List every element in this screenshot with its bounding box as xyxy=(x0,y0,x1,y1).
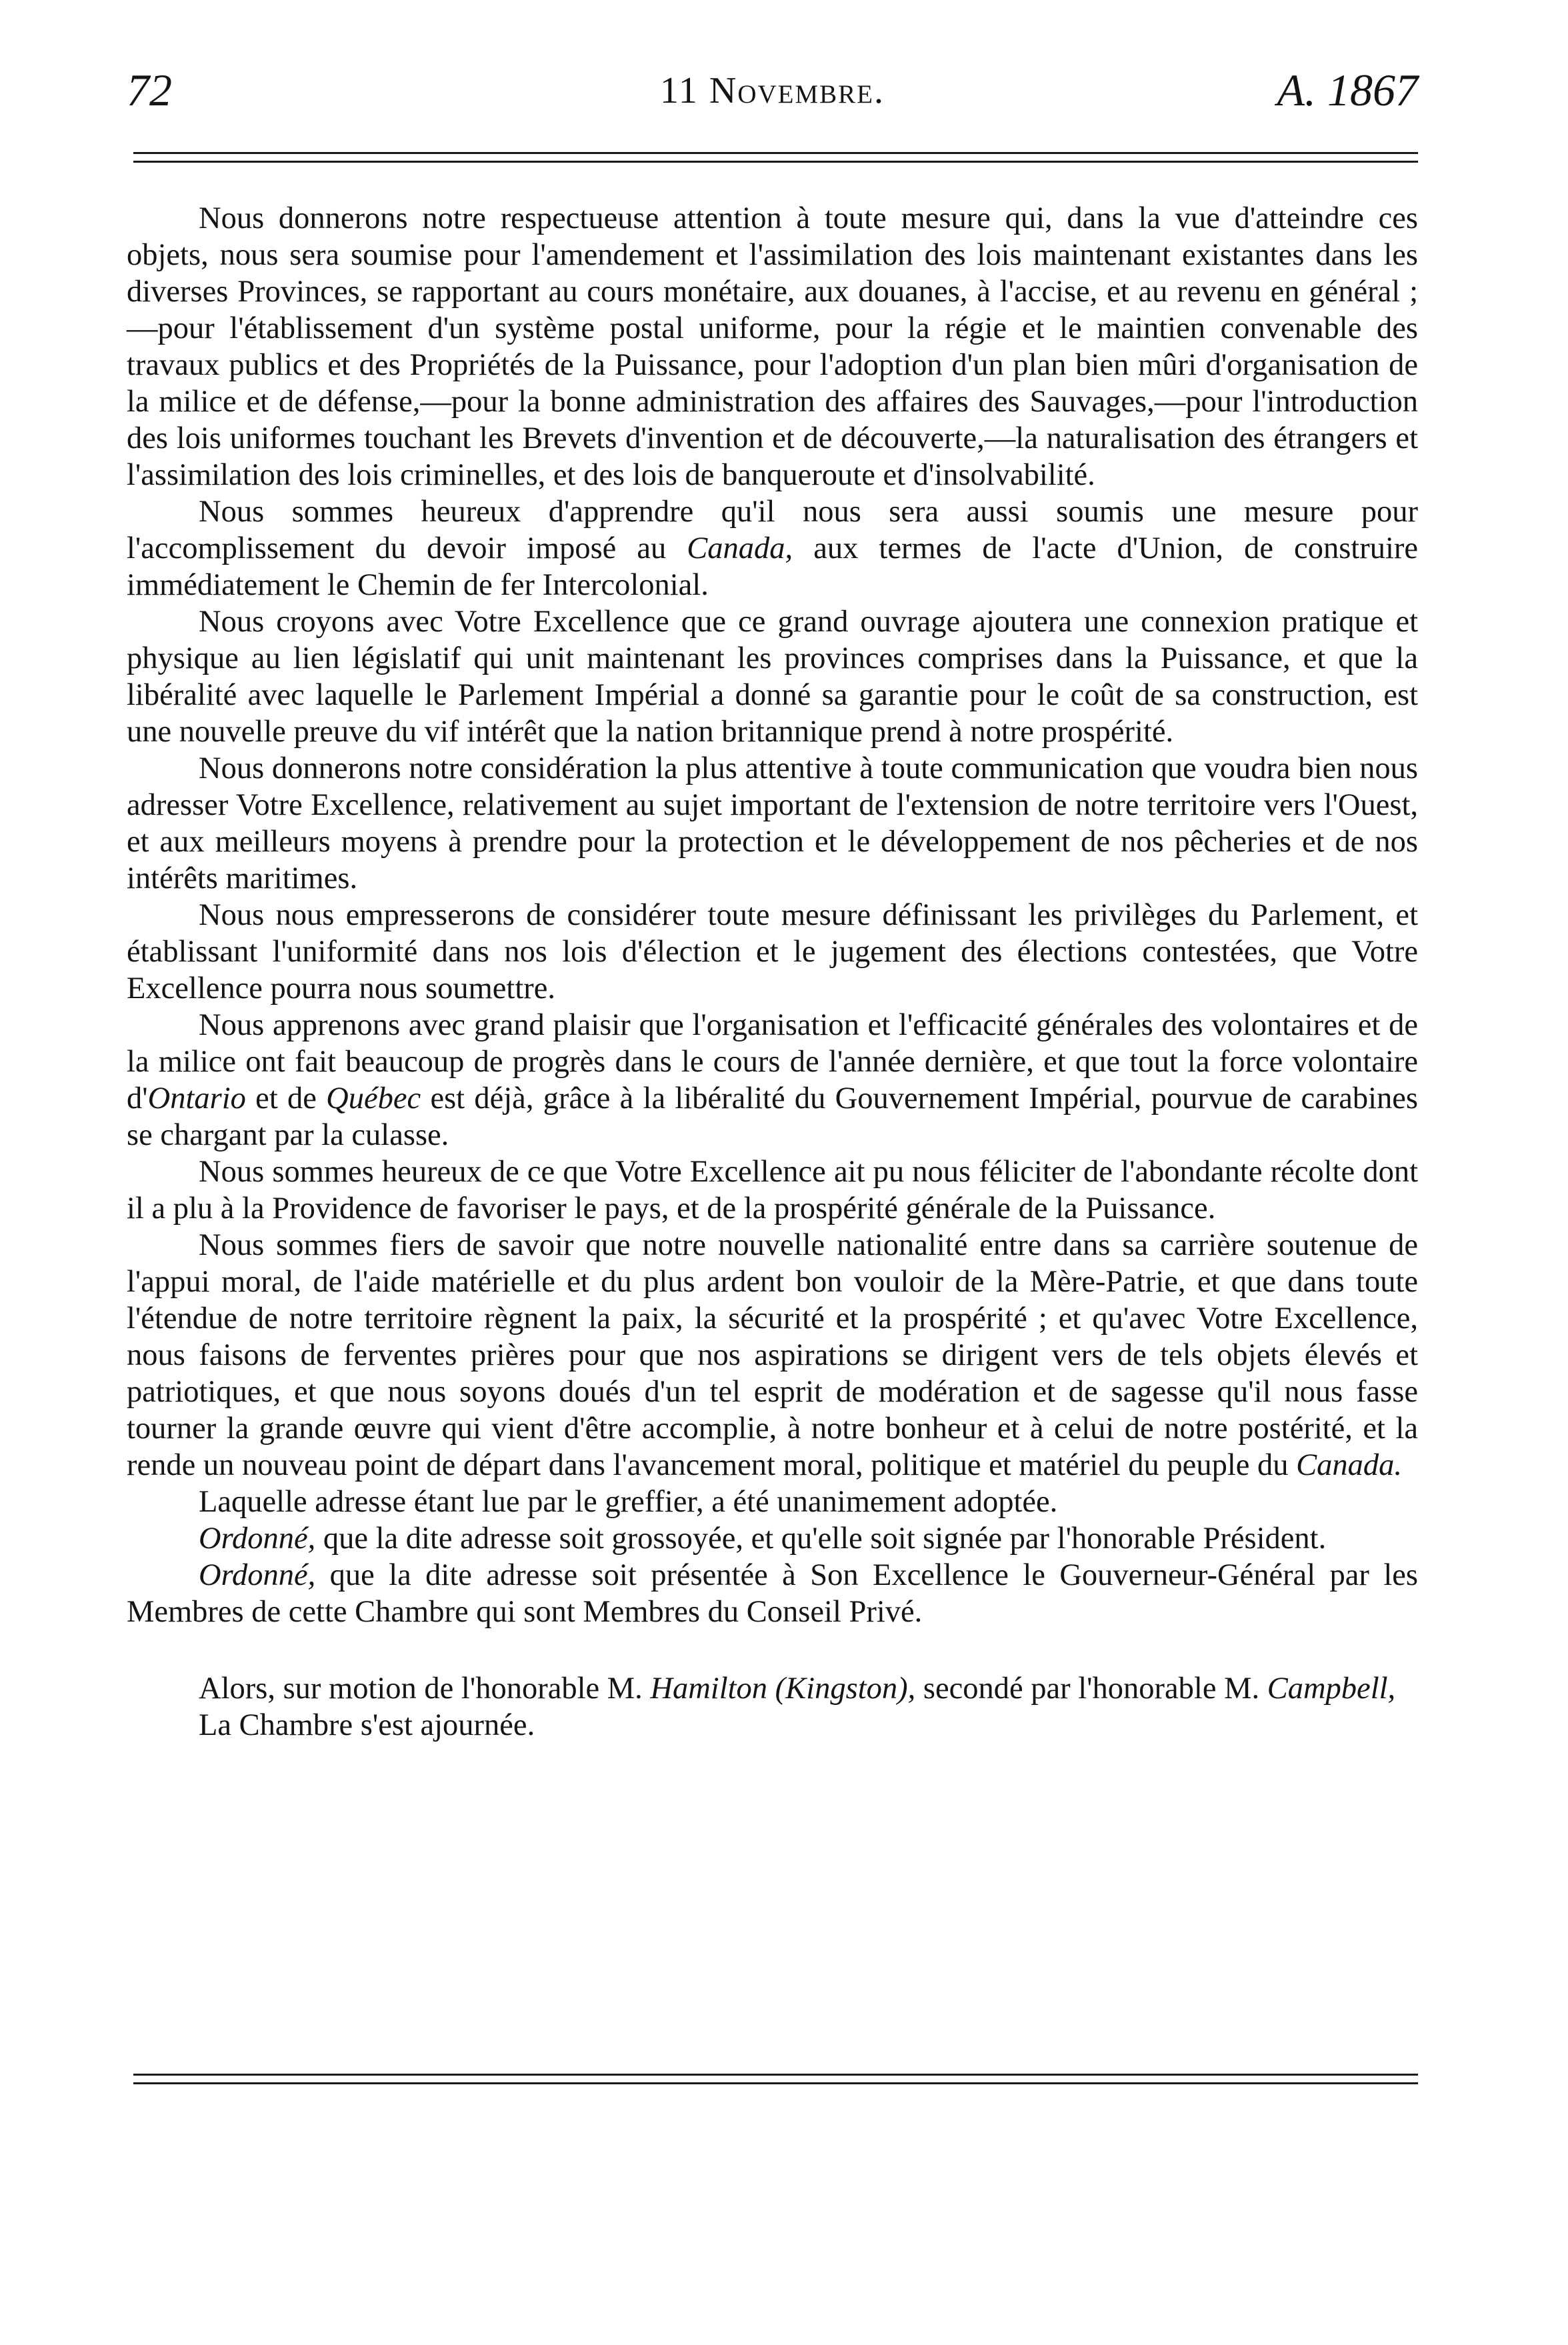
italic-campbell: Campbell, xyxy=(1267,1672,1396,1706)
italic-canada-2: Canada. xyxy=(1296,1448,1403,1482)
top-double-rule xyxy=(133,152,1418,163)
italic-ordonne: Ordonné, xyxy=(199,1522,316,1556)
running-head-title xyxy=(127,69,1418,112)
bottom-double-rule xyxy=(133,2074,1418,2084)
italic-ontario: Ontario xyxy=(147,1081,246,1115)
paragraph-3: Nous croyons avec Votre Excellence que ce grand ouvrage ajoutera une connexion pratique et physique au lien législatif qui unit maintenant les provinces comprises dans la Puissance, et que la libéralité avec laquelle le Parlement Impérial a donné sa garantie pour le coût de sa construction, est une nouvelle preuve du vif intérêt que la nation britannique prend à notre prospérité. xyxy=(127,605,1418,749)
head-month: Novembre. xyxy=(709,70,885,111)
italic-hamilton: Hamilton (Kingston), xyxy=(650,1672,916,1706)
paragraph-10: Ordonné, que la dite adresse soit grossoyée, et qu'elle soit signée par l'honorable Président. xyxy=(199,1522,1327,1556)
paragraph-9: Laquelle adresse étant lue par le greffier, a été unanimement adoptée. xyxy=(199,1485,1058,1519)
head-year: A. 1867 xyxy=(1277,65,1418,115)
paragraph-5: Nous nous empresserons de considérer toute mesure définissant les privilèges du Parlement, et établissant l'uniformité dans nos lois d'élection et le jugement des élections contestées, que Votre Excellence pourra nous soumettre. xyxy=(127,898,1418,1005)
italic-quebec: Québec xyxy=(326,1081,421,1115)
paragraph-8: Nous sommes fiers de savoir que notre nouvelle nationalité entre dans sa carrière soutenue de l'appui moral, de l'aide matérielle et du plus ardent bon vouloir de la Mère-Patrie, et que dans toute l'étendue de notre territoire règnent la paix, la sécurité et la prospérité ; et qu'avec Votre Excellence, nous faisons de ferventes prières pour que nos aspirations se dirigent vers de tels objets élevés et patriotiques, et que nous soyons doués d'un tel esprit de modération et de sagesse qu'il nous fasse tourner la grande œuvre qui vient d'être accomplie, à notre bonheur et à celui de notre postérité, et la rende un nouveau point de départ dans l'avancement moral, politique et matériel du peuple du Canada. xyxy=(127,1228,1418,1482)
italic-ordonne-2: Ordonné, xyxy=(199,1558,316,1592)
page-number: 72 xyxy=(127,65,172,115)
paragraph-6: Nous apprenons avec grand plaisir que l'organisation et l'efficacité générales des volontaires et de la milice ont fait beaucoup de progrès dans le cours de l'année dernière, et que tout la force volontaire d'Ontario et de Québec est déjà, grâce à la libéralité du Gouvernement Impérial, pourvue de carabines se chargant par la culasse. xyxy=(127,1008,1419,1152)
paragraph-12: Alors, sur motion de l'honorable M. Hamilton (Kingston), secondé par l'honorable M. Campbell, xyxy=(199,1672,1396,1706)
body-text xyxy=(127,200,1418,1744)
paragraph-4: Nous donnerons notre considération la plus attentive à toute communication que voudra bien nous adresser Votre Excellence, relativement au sujet important de l'extension de notre territoire vers l'Ouest, et aux meilleurs moyens à prendre pour la protection et le développement de nos pêcheries et de nos intérêts maritimes. xyxy=(127,751,1418,895)
head-day: 11 xyxy=(659,70,699,111)
paragraph-13: La Chambre s'est ajournée. xyxy=(199,1708,535,1742)
paragraph-11: Ordonné, que la dite adresse soit présentée à Son Excellence le Gouverneur-Général par les Membres de cette Chambre qui sont Membres du Conseil Privé. xyxy=(127,1558,1418,1629)
paragraph-2: Nous sommes heureux d'apprendre qu'il nous sera aussi soumis une mesure pour l'accomplissement du devoir imposé au Canada, aux termes de l'acte d'Union, de construire immédiatement le Chemin de fer Intercolonial. xyxy=(127,495,1418,602)
italic-canada: Canada, xyxy=(687,531,793,565)
paragraph-1: Nous donnerons notre respectueuse attention à toute mesure qui, dans la vue d'atteindre ces objets, nous sera soumise pour l'amendement et l'assimilation des lois maintenant existantes dans les diverses Provinces, se rapportant au cours monétaire, aux douanes, à l'accise, et au revenu en général ;—pour l'établissement d'un système postal uniforme, pour la régie et le maintien convenable des travaux publics et des Propriétés de la Puissance, pour l'adoption d'un plan bien mûri d'organisation de la milice et de défense,—pour la bonne administration des affaires des Sauvages,—pour l'introduction des lois uniformes touchant les Brevets d'invention et de découverte,—la naturalisation des étrangers et l'assimilation des lois criminelles, et des lois de banqueroute et d'insolvabilité. xyxy=(127,201,1418,492)
paragraph-7: Nous sommes heureux de ce que Votre Excellence ait pu nous féliciter de l'abondante récolte dont il a plu à la Providence de favoriser le pays, et de la prospérité générale de la Puissance. xyxy=(127,1155,1418,1226)
running-head xyxy=(127,64,1418,124)
